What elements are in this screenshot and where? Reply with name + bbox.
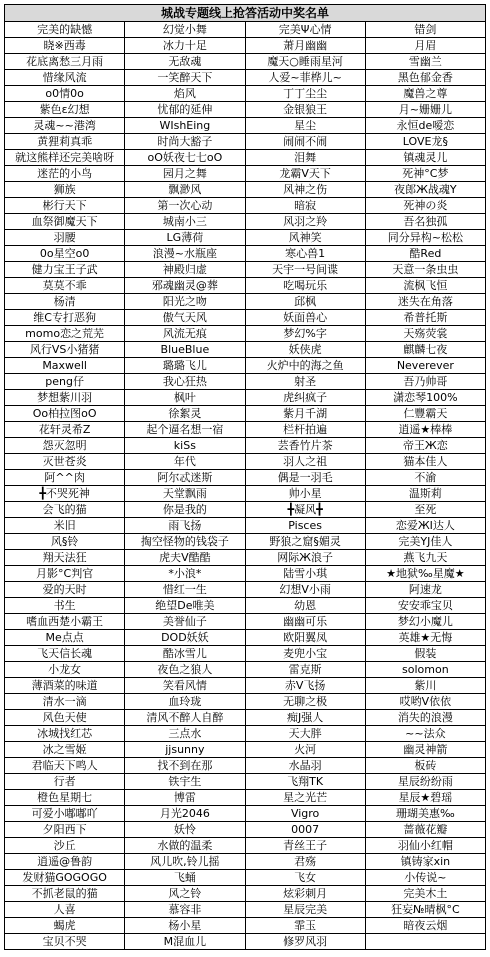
winner-name-cell: 浪漫~水瓶座	[125, 246, 245, 262]
winner-name-cell: 风§铃	[5, 534, 125, 550]
table-row	[5, 166, 486, 182]
winner-name-cell: 冰之雪姬	[5, 742, 125, 758]
winner-name-cell: 薄酒菜的味道	[5, 678, 125, 694]
table-row	[5, 710, 486, 726]
winner-name-cell: 杨清	[5, 294, 125, 310]
winner-name-cell: 梦幻小魔儿	[365, 614, 485, 630]
winner-name-cell: 飘渺风	[125, 182, 245, 198]
winner-name-cell: 清风不醉人自醉	[125, 710, 245, 726]
winner-name-cell: 灭世苍炎	[5, 454, 125, 470]
winner-name-cell: 飞翔TK	[245, 774, 365, 790]
table-row	[5, 790, 486, 806]
winner-name-cell: 酷冰雪儿	[125, 646, 245, 662]
table-row	[5, 182, 486, 198]
winner-name-cell: 镇魂灵儿	[365, 150, 485, 166]
table-row	[5, 934, 486, 950]
winner-name-cell: 阳光之吻	[125, 294, 245, 310]
table-row	[5, 438, 486, 454]
winner-name-cell: 冰力十足	[125, 38, 245, 54]
winner-name-cell: 起个逼名想一宿	[125, 422, 245, 438]
winner-name-cell: 魔兽之尊	[365, 86, 485, 102]
table-row	[5, 86, 486, 102]
winner-name-cell: 绝望De唯美	[125, 598, 245, 614]
winner-name-cell: 英雄★无悔	[365, 630, 485, 646]
winner-name-cell: 幼恩	[245, 598, 365, 614]
winner-name-cell: 嗜血西楚小霸王	[5, 614, 125, 630]
table-row	[5, 534, 486, 550]
table-row	[5, 598, 486, 614]
winner-name-cell: 怨灭忽明	[5, 438, 125, 454]
winner-name-cell: LG薄荷	[125, 230, 245, 246]
table-row	[5, 310, 486, 326]
winner-name-cell: 梦幻%字	[245, 326, 365, 342]
winner-name-cell: 风羽之羚	[245, 214, 365, 230]
winner-name-cell: 美誉仙子	[125, 614, 245, 630]
winner-name-cell: 欧阳翼凤	[245, 630, 365, 646]
winner-name-cell: 无聊之极	[245, 694, 365, 710]
winner-name-cell: WIshEing	[125, 118, 245, 134]
winner-name-cell: 板砖	[365, 758, 485, 774]
winner-name-cell: 翔天法狂	[5, 550, 125, 566]
winner-name-cell: 丁丁尘尘	[245, 86, 365, 102]
winner-name-cell: 星尘	[245, 118, 365, 134]
winner-name-cell: 黑色郁金香	[365, 70, 485, 86]
table-row	[5, 134, 486, 150]
winner-name-cell: 恋爱ЖI达人	[365, 518, 485, 534]
winner-name-cell: 灵魂~~港湾	[5, 118, 125, 134]
winner-name-cell: 龙霸V天下	[245, 166, 365, 182]
table-row	[5, 646, 486, 662]
winner-name-cell: DOD妖妖	[125, 630, 245, 646]
winner-name-cell	[365, 934, 485, 950]
winner-name-cell: 风神笑	[245, 230, 365, 246]
winner-name-cell: 星辰纷纷雨	[365, 774, 485, 790]
winner-name-cell: 青丝王子	[245, 838, 365, 854]
winners-table	[4, 4, 486, 950]
winner-name-cell: 莫莫不乖	[5, 278, 125, 294]
table-row	[5, 390, 486, 406]
winner-name-cell: 晓※西毒	[5, 38, 125, 54]
winner-name-cell: 惜红一生	[125, 582, 245, 598]
winner-name-cell: 邱枫	[245, 294, 365, 310]
winner-name-cell: 飞天信长魂	[5, 646, 125, 662]
winner-name-cell: 君殇	[245, 854, 365, 870]
table-row	[5, 214, 486, 230]
winner-name-cell: 慕容非	[125, 902, 245, 918]
winner-name-cell: BlueBlue	[125, 342, 245, 358]
table-row	[5, 806, 486, 822]
winner-name-cell: 帅小星	[245, 486, 365, 502]
winner-name-cell: jjsunny	[125, 742, 245, 758]
winner-name-cell: 徐絮灵	[125, 406, 245, 422]
winner-name-cell: 陆雪小琪	[245, 566, 365, 582]
table-row	[5, 582, 486, 598]
winner-name-cell: 梦想紫川羽	[5, 390, 125, 406]
winner-name-cell: 希普托斯	[365, 310, 485, 326]
winner-name-cell: 夜色之狼人	[125, 662, 245, 678]
winner-name-cell: 狮族	[5, 182, 125, 198]
winner-name-cell: oO妖夜七七oO	[125, 150, 245, 166]
winner-name-cell: 书生	[5, 598, 125, 614]
winner-name-cell: 完美Ψ心情	[245, 22, 365, 38]
winner-name-cell: 年代	[125, 454, 245, 470]
table-row	[5, 694, 486, 710]
winner-name-cell: 阿^^肉	[5, 470, 125, 486]
table-row	[5, 550, 486, 566]
winner-name-cell: 时尚大豁子	[125, 134, 245, 150]
winner-name-cell: 永恒de嗳恋	[365, 118, 485, 134]
winner-name-cell: ★地狱‰星魔★	[365, 566, 485, 582]
winner-name-cell: 天意一条虫虫	[365, 262, 485, 278]
winner-name-cell: 人爱~菲桦儿~	[245, 70, 365, 86]
winner-name-cell: Pisces	[245, 518, 365, 534]
winner-name-cell: 芸香竹片茶	[245, 438, 365, 454]
winner-name-cell: 同分异构~松松	[365, 230, 485, 246]
winner-name-cell: 偶是一羽毛	[245, 470, 365, 486]
winner-name-cell: kiSs	[125, 438, 245, 454]
winner-name-cell: 月影°C判官	[5, 566, 125, 582]
winner-name-cell: 水做的温柔	[125, 838, 245, 854]
winner-name-cell: 飞蛹	[125, 870, 245, 886]
table-row	[5, 102, 486, 118]
winner-name-cell: ╋不哭死神	[5, 486, 125, 502]
winner-name-cell: 天殇荧裳	[365, 326, 485, 342]
winner-name-cell: 猫本佳人	[365, 454, 485, 470]
winner-name-cell: 妖侠虎	[245, 342, 365, 358]
winner-name-cell: 不渝	[365, 470, 485, 486]
winner-name-cell: 赤V飞扬	[245, 678, 365, 694]
winner-name-cell: 狂妄№晴枫°C	[365, 902, 485, 918]
winner-name-cell: 黄狸莉真乖	[5, 134, 125, 150]
winner-name-cell: momo恋之荒芜	[5, 326, 125, 342]
winner-name-cell: 金银狼王	[245, 102, 365, 118]
table-row	[5, 118, 486, 134]
table-row	[5, 742, 486, 758]
winner-name-cell: 温斯莉	[365, 486, 485, 502]
winner-name-cell: 博雷	[125, 790, 245, 806]
winner-name-cell: 笑看风情	[125, 678, 245, 694]
table-row	[5, 726, 486, 742]
winner-name-cell: 风儿吹,铃儿摇	[125, 854, 245, 870]
winner-name-cell: 0007	[245, 822, 365, 838]
winner-name-cell: 幽幽可乐	[245, 614, 365, 630]
winner-name-cell: 神殿归虚	[125, 262, 245, 278]
winner-name-cell: 你是我的	[125, 502, 245, 518]
winner-name-cell: 闹闹不闹	[245, 134, 365, 150]
table-row	[5, 470, 486, 486]
table-row	[5, 70, 486, 86]
winner-name-cell: 吃喝玩乐	[245, 278, 365, 294]
winner-name-cell: Me点点	[5, 630, 125, 646]
winner-name-cell: 珊瑚美惠‰	[365, 806, 485, 822]
table-row	[5, 678, 486, 694]
winner-name-cell: 霏玉	[245, 918, 365, 934]
winner-name-cell: 吾名独孤	[365, 214, 485, 230]
winner-name-cell: 帝王Ж恋	[365, 438, 485, 454]
winner-name-cell: 邪魂幽灵@葬	[125, 278, 245, 294]
winner-name-cell: 完美的缺憾	[5, 22, 125, 38]
winner-name-cell: 萧月幽幽	[245, 38, 365, 54]
winner-name-cell: 铁宇生	[125, 774, 245, 790]
winner-name-cell: Neverever	[365, 358, 485, 374]
winner-name-cell: 月光2046	[125, 806, 245, 822]
table-row	[5, 758, 486, 774]
winner-name-cell: 天大胖	[245, 726, 365, 742]
winner-name-cell: 镇铸家xin	[365, 854, 485, 870]
winner-name-cell: 沙丘	[5, 838, 125, 854]
winner-name-cell: 火河	[245, 742, 365, 758]
table-row	[5, 614, 486, 630]
winner-name-cell: 羽腰	[5, 230, 125, 246]
table-row	[5, 374, 486, 390]
winner-name-cell: Oo柏拉图oO	[5, 406, 125, 422]
winner-name-cell: 痴J强人	[245, 710, 365, 726]
winner-name-cell: 冰城找红芯	[5, 726, 125, 742]
winner-name-cell: 米旧	[5, 518, 125, 534]
winner-name-cell: 飞女	[245, 870, 365, 886]
winner-name-cell: 清水一滴	[5, 694, 125, 710]
winner-name-cell: 月~姗姗儿	[365, 102, 485, 118]
table-row	[5, 502, 486, 518]
title-row	[5, 5, 486, 22]
winner-name-cell: 彬行天下	[5, 198, 125, 214]
winner-name-cell: 紫月千湖	[245, 406, 365, 422]
winner-name-cell: 可爱小嘟嘟吖	[5, 806, 125, 822]
winner-name-cell: 妖面兽心	[245, 310, 365, 326]
winner-name-cell: 完美YJ佳人	[365, 534, 485, 550]
winner-name-cell: 网际Ж浪子	[245, 550, 365, 566]
table-row	[5, 150, 486, 166]
winner-name-cell: 羽人之祖	[245, 454, 365, 470]
table-row	[5, 326, 486, 342]
table-row	[5, 630, 486, 646]
winner-name-cell: 小龙女	[5, 662, 125, 678]
winner-name-cell: 火炉中的海之鱼	[245, 358, 365, 374]
winner-name-cell: 爱的天时	[5, 582, 125, 598]
winner-name-cell: 人喜	[5, 902, 125, 918]
table-title: 城战专题线上抢答活动中奖名单	[5, 5, 486, 22]
winner-name-cell: 假装	[365, 646, 485, 662]
winner-name-cell: 魔天○睡雨星河	[245, 54, 365, 70]
winner-name-cell: 风流无痕	[125, 326, 245, 342]
winner-name-cell: 逍遥★棒棒	[365, 422, 485, 438]
table-row	[5, 198, 486, 214]
winner-name-cell: 野狼之窟§媚灵	[245, 534, 365, 550]
winner-name-cell: 流枫飞恒	[365, 278, 485, 294]
winner-name-cell: 迷茫的小鸟	[5, 166, 125, 182]
winner-name-cell: 幻觉小舞	[125, 22, 245, 38]
winner-name-cell: 傲气天风	[125, 310, 245, 326]
winner-name-cell: 0o星空o0	[5, 246, 125, 262]
winner-name-cell: 找不到在那	[125, 758, 245, 774]
winner-name-cell: 行者	[5, 774, 125, 790]
winner-name-cell: 雷克斯	[245, 662, 365, 678]
winner-name-cell: 星之光芒	[245, 790, 365, 806]
winner-name-cell: 维C专打恶狗	[5, 310, 125, 326]
winner-name-cell: 栏杆拍遍	[245, 422, 365, 438]
table-row	[5, 902, 486, 918]
winner-name-cell: 吾乃帅哥	[365, 374, 485, 390]
winner-name-cell: ╋凝风╋	[245, 502, 365, 518]
winner-name-cell: 迷失在角落	[365, 294, 485, 310]
table-row	[5, 822, 486, 838]
winner-name-cell: 酷Red	[365, 246, 485, 262]
winners-list	[5, 22, 486, 950]
table-row	[5, 662, 486, 678]
winner-name-cell: 炫彩刺月	[245, 886, 365, 902]
winner-name-cell: 血玲珑	[125, 694, 245, 710]
winner-name-cell: 阿速龙	[365, 582, 485, 598]
winner-name-cell: 蝎虎	[5, 918, 125, 934]
winner-name-cell: 健力宝王子武	[5, 262, 125, 278]
winner-name-cell: 哎哟V依依	[365, 694, 485, 710]
winner-name-cell: 花轩灵希Z	[5, 422, 125, 438]
winner-name-cell: 惜缘风流	[5, 70, 125, 86]
table-row	[5, 566, 486, 582]
winner-name-cell: solomon	[365, 662, 485, 678]
table-row	[5, 230, 486, 246]
winner-name-cell: 一笑醉天下	[125, 70, 245, 86]
winner-name-cell: *小浪*	[125, 566, 245, 582]
winner-name-cell: 天堂飘雨	[125, 486, 245, 502]
winner-name-cell: 水晶羽	[245, 758, 365, 774]
table-row	[5, 278, 486, 294]
winner-name-cell: 紫色ε幻想	[5, 102, 125, 118]
winner-name-cell: Vigro	[245, 806, 365, 822]
winner-name-cell: 仁豐霸天	[365, 406, 485, 422]
winner-name-cell: 幽灵神箭	[365, 742, 485, 758]
winner-name-cell: 忧郁的延伸	[125, 102, 245, 118]
table-row	[5, 342, 486, 358]
winner-name-cell: 璐璐飞儿	[125, 358, 245, 374]
winner-name-cell: 至死	[365, 502, 485, 518]
table-row	[5, 918, 486, 934]
winner-name-cell: 潇恋琴100%	[365, 390, 485, 406]
winner-name-cell: 阿尔忒迷斯	[125, 470, 245, 486]
winner-name-cell: LOVE龙§	[365, 134, 485, 150]
table-row	[5, 246, 486, 262]
winner-name-cell: 城南小三	[125, 214, 245, 230]
winner-name-cell: 麦兜小宝	[245, 646, 365, 662]
winner-name-cell: 小传说~	[365, 870, 485, 886]
winner-name-cell: 星辰完美	[245, 902, 365, 918]
table-row	[5, 838, 486, 854]
winner-name-cell: 死神°C梦	[365, 166, 485, 182]
winner-name-cell: 修罗风羽	[245, 934, 365, 950]
winner-name-cell: 幻想V小雨	[245, 582, 365, 598]
winner-name-cell: 掏空怪物的钱袋子	[125, 534, 245, 550]
winner-name-cell: 就这熊样还完美啥呀	[5, 150, 125, 166]
winner-name-cell: 暗夜云烟	[365, 918, 485, 934]
winner-name-cell: 月眉	[365, 38, 485, 54]
winner-name-cell: 燕飞九天	[365, 550, 485, 566]
winner-name-cell: o0情0o	[5, 86, 125, 102]
winner-name-cell: 夜郎Ж战魂Y	[365, 182, 485, 198]
table-row	[5, 358, 486, 374]
table-row	[5, 54, 486, 70]
winner-name-cell: 虎纠疯子	[245, 390, 365, 406]
winner-name-cell: 第一次心动	[125, 198, 245, 214]
winner-name-cell: 妖怜	[125, 822, 245, 838]
winner-name-cell: 雪幽兰	[365, 54, 485, 70]
winner-name-cell: 暗寂	[245, 198, 365, 214]
table-row	[5, 886, 486, 902]
winner-name-cell: Maxwell	[5, 358, 125, 374]
winner-name-cell: ~~法众	[365, 726, 485, 742]
winner-name-cell: 杨小星	[125, 918, 245, 934]
winner-name-cell: 泪舞	[245, 150, 365, 166]
winner-name-cell: 风色天使	[5, 710, 125, 726]
table-row	[5, 774, 486, 790]
table-row	[5, 262, 486, 278]
table-row	[5, 486, 486, 502]
winner-name-cell: 发财猫GOGOGO	[5, 870, 125, 886]
winner-name-cell: 君临天下鸣人	[5, 758, 125, 774]
winner-name-cell: 紫川	[365, 678, 485, 694]
winner-name-cell: 风之铃	[125, 886, 245, 902]
winner-name-cell: 夕阳西下	[5, 822, 125, 838]
winner-name-cell: 枫叶	[125, 390, 245, 406]
winner-name-cell: 星辰★碧瑶	[365, 790, 485, 806]
table-row	[5, 22, 486, 38]
winner-name-cell: M混血儿	[125, 934, 245, 950]
winner-name-cell: 安安乖宝贝	[365, 598, 485, 614]
winner-name-cell: 风神之伤	[245, 182, 365, 198]
winner-name-cell: 麒麟七夜	[365, 342, 485, 358]
winner-name-cell: 雨飞扬	[125, 518, 245, 534]
winner-name-cell: 消失的浪漫	[365, 710, 485, 726]
winner-name-cell: 三点水	[125, 726, 245, 742]
table-row	[5, 454, 486, 470]
winner-name-cell: 会飞的猫	[5, 502, 125, 518]
table-row	[5, 870, 486, 886]
table-row	[5, 518, 486, 534]
winner-name-cell: 错剑	[365, 22, 485, 38]
winner-name-cell: 寒心兽1	[245, 246, 365, 262]
table-row	[5, 38, 486, 54]
winner-name-cell: 无敌魂	[125, 54, 245, 70]
winner-name-cell: 橙色星期七	[5, 790, 125, 806]
winner-name-cell: 焰风	[125, 86, 245, 102]
winner-name-cell: 园月之舞	[125, 166, 245, 182]
winner-name-cell: 逍遥@鲁韵	[5, 854, 125, 870]
winner-name-cell: 风行VS小猪猪	[5, 342, 125, 358]
winner-name-cell: 宝贝不哭	[5, 934, 125, 950]
table-row	[5, 422, 486, 438]
winner-name-cell: 蔷薇花瓣	[365, 822, 485, 838]
winner-name-cell: 花底离愁三月雨	[5, 54, 125, 70]
table-row	[5, 406, 486, 422]
winner-name-cell: 不抓老鼠的猫	[5, 886, 125, 902]
winner-name-cell: 完美木土	[365, 886, 485, 902]
winner-name-cell: 虎夫V酷酷	[125, 550, 245, 566]
winner-name-cell: 血祭御魔天下	[5, 214, 125, 230]
winner-name-cell: 羽仙小红帽	[365, 838, 485, 854]
winner-name-cell: 天宇一号间谍	[245, 262, 365, 278]
winner-name-cell: 死神の炎	[365, 198, 485, 214]
winner-name-cell: 我心狂热	[125, 374, 245, 390]
table-row	[5, 854, 486, 870]
winner-name-cell: peng仔	[5, 374, 125, 390]
table-row	[5, 294, 486, 310]
winner-name-cell: 射圣	[245, 374, 365, 390]
